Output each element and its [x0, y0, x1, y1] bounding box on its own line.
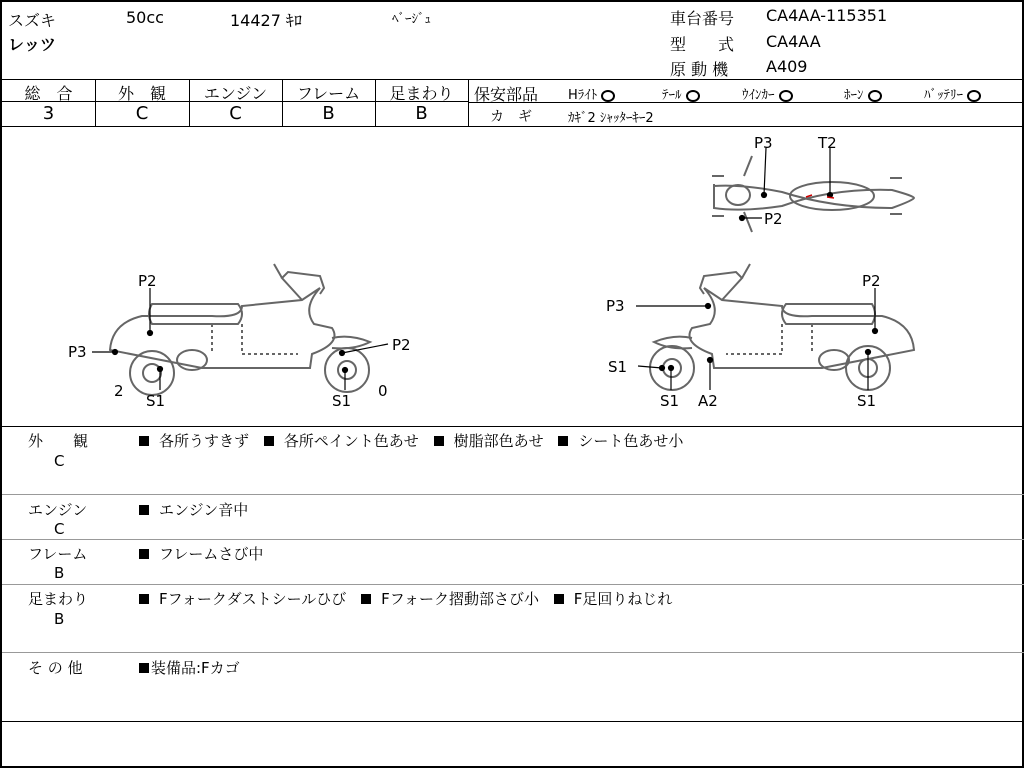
bullet-square-icon: [264, 436, 274, 446]
grade-value-overall: 3: [42, 103, 55, 124]
model-name: レッツ: [8, 35, 56, 54]
grade-label-overall: 総 合: [24, 84, 73, 103]
divider: [468, 79, 469, 126]
divider: [2, 79, 1024, 80]
grade-label-frame: フレーム: [296, 84, 361, 103]
engine-value: A409: [766, 57, 808, 76]
section-frame-notes: フレームさび中: [139, 543, 263, 564]
bullet-square-icon: [139, 663, 149, 673]
grade-value-exterior: C: [135, 103, 149, 124]
section-exterior-notes: 各所うすきず 各所ペイント色あせ 樹脂部色あせ シート色あせ小: [139, 430, 683, 451]
diag-label: S1: [146, 392, 166, 410]
bullet-square-icon: [554, 594, 564, 604]
diag-label: P2: [138, 272, 157, 290]
diag-label: P3: [606, 297, 625, 315]
section-frame-title: フレーム: [28, 545, 88, 563]
ok-circle-icon: [686, 90, 700, 102]
type-value: CA4AA: [766, 32, 821, 51]
section-other-notes: 装備品:Fカゴ: [139, 657, 240, 678]
safety-item-headlight: Hﾗｲﾄ: [568, 84, 615, 103]
diag-label: S1: [332, 392, 352, 410]
ok-circle-icon: [601, 90, 615, 102]
ok-circle-icon: [967, 90, 981, 102]
frame-no: CA4AA-115351: [766, 6, 888, 25]
diag-label: P2: [764, 210, 783, 228]
engine-label: 原 動 機: [670, 60, 729, 79]
divider: [2, 584, 1024, 585]
diag-label: P2: [862, 272, 881, 290]
grade-value-engine: C: [229, 103, 242, 124]
section-exterior-grade: C: [54, 452, 65, 470]
grade-label-suspension: 足まわり: [389, 84, 454, 103]
diag-label: 0: [378, 382, 388, 400]
diag-label: S1: [660, 392, 680, 410]
bullet-square-icon: [139, 549, 149, 559]
grade-label-exterior: 外 観: [117, 84, 166, 103]
scooter-left-stem: [274, 264, 282, 278]
divider: [2, 539, 1024, 540]
ok-circle-icon: [868, 90, 882, 102]
divider: [2, 494, 1024, 495]
section-exterior-title: 外 観: [28, 432, 89, 450]
diag-label: A2: [698, 392, 718, 410]
key-label: カ ギ: [490, 109, 532, 125]
bullet-square-icon: [139, 594, 149, 604]
section-suspension-grade: B: [54, 610, 65, 628]
section-engine-grade: C: [54, 520, 65, 538]
safety-label: 保安部品: [474, 85, 539, 104]
diag-label: S1: [857, 392, 877, 410]
section-suspension-notes: Fフォークダストシールひび Fフォーク摺動部さび小 F足回りねじれ: [139, 588, 672, 609]
scooter-top-view: [714, 184, 914, 210]
bullet-square-icon: [361, 594, 371, 604]
bullet-square-icon: [139, 436, 149, 446]
divider: [2, 721, 1024, 722]
grade-value-suspension: B: [415, 103, 428, 124]
diag-label: P3: [68, 343, 87, 361]
mileage: 14427 ｷﾛ: [230, 11, 302, 30]
ok-circle-icon: [779, 90, 793, 102]
section-engine-notes: エンジン音中: [139, 499, 248, 520]
bullet-square-icon: [434, 436, 444, 446]
divider: [2, 126, 1024, 127]
safety-item-winker: ｳｲﾝｶｰ: [742, 84, 793, 103]
diag-label: P2: [392, 336, 411, 354]
section-engine-title: エンジン: [28, 501, 88, 519]
grade-label-engine: エンジン: [203, 84, 268, 103]
section-other-title: そ の 他: [28, 659, 83, 677]
diag-label: P3: [754, 134, 773, 152]
maker: スズキ: [8, 11, 57, 30]
safety-item-tail: ﾃｰﾙ: [662, 84, 700, 103]
displacement: 50cc: [126, 8, 164, 27]
diag-label: S1: [608, 358, 628, 376]
frame-no-label: 車台番号: [670, 9, 735, 28]
scooter-left-steer: [282, 272, 324, 300]
scooter-right-seat: [782, 304, 875, 324]
safety-item-horn: ﾎｰﾝ: [844, 84, 882, 103]
safety-item-battery: ﾊﾞｯﾃﾘｰ: [924, 84, 981, 103]
type-label: 型 式: [670, 35, 735, 54]
bullet-square-icon: [558, 436, 568, 446]
color: ﾍﾞｰｼﾞｭ: [392, 12, 431, 27]
scooter-left-seat: [149, 304, 242, 324]
divider: [2, 426, 1024, 427]
bullet-square-icon: [139, 505, 149, 515]
diag-label: T2: [818, 134, 837, 152]
section-frame-grade: B: [54, 564, 65, 582]
key-value: ｶｷﾞ2 ｼｬｯﾀｰｷｰ2: [568, 111, 654, 126]
diag-label: 2: [114, 382, 124, 400]
section-suspension-title: 足まわり: [28, 590, 89, 608]
grade-value-frame: B: [322, 103, 335, 124]
divider: [2, 652, 1024, 653]
